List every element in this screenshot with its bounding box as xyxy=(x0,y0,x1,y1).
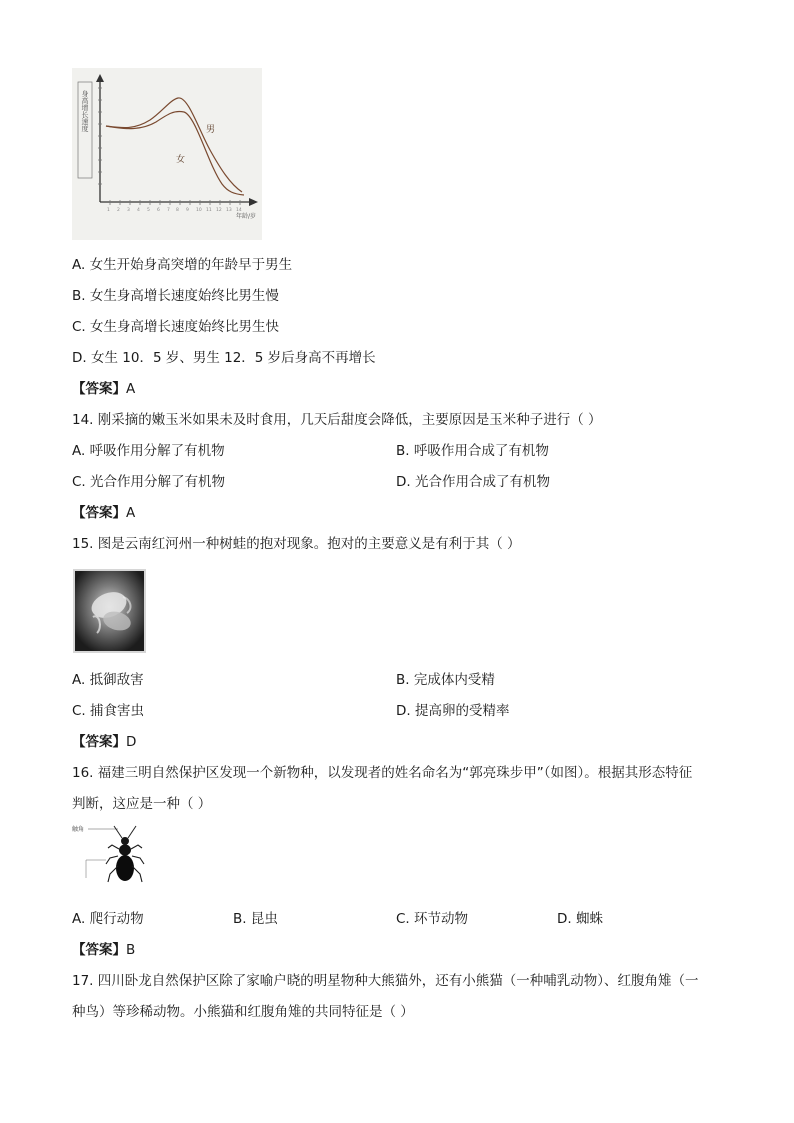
q15-option-c: C. 捕食害虫 xyxy=(72,703,145,719)
svg-text:12: 12 xyxy=(216,208,222,213)
svg-text:10: 10 xyxy=(196,208,202,213)
q14-option-c: C. 光合作用分解了有机物 xyxy=(72,474,226,490)
growth-rate-graph xyxy=(72,68,262,240)
answer-tag: 【答案】 xyxy=(72,505,126,521)
svg-text:14: 14 xyxy=(236,208,242,213)
q16-option-c: C. 环节动物 xyxy=(396,911,469,927)
answer-tag: 【答案】 xyxy=(72,734,126,750)
q14-option-d: D. 光合作用合成了有机物 xyxy=(396,474,550,490)
q13-option-b: B. 女生身高增长速度始终比男生慢 xyxy=(72,288,279,304)
answer-value: A xyxy=(126,381,136,397)
q16-option-d: D. 蜘蛛 xyxy=(557,911,603,927)
answer-tag: 【答案】 xyxy=(72,381,126,397)
answer-value: A xyxy=(126,505,136,521)
svg-text:8: 8 xyxy=(176,208,179,213)
q15-stem: 15. 图是云南红河州一种树蛙的抱对现象。抱对的主要意义是有利于其（ ） xyxy=(72,536,521,552)
q15-option-a: A. 抵御敌害 xyxy=(72,672,144,688)
q14-answer xyxy=(72,504,135,522)
svg-text:13: 13 xyxy=(226,208,232,213)
svg-text:1: 1 xyxy=(107,208,110,213)
antenna-label: 触角 xyxy=(72,826,85,833)
q13-option-c: C. 女生身高增长速度始终比男生快 xyxy=(72,319,280,335)
x-axis-label: 年龄/岁 xyxy=(236,213,257,220)
q16-answer xyxy=(72,941,135,959)
q16-stem-line2: 判断，这应是一种（ ） xyxy=(72,796,212,812)
svg-text:4: 4 xyxy=(137,208,140,213)
tree-frog-photo xyxy=(73,569,146,653)
q13-option-d: D. 女生 10．5 岁、男生 12．5 岁后身高不再增长 xyxy=(72,350,376,366)
answer-value: D xyxy=(126,734,137,750)
girl-label: 女 xyxy=(176,155,186,165)
q16-stem-line1: 16. 福建三明自然保护区发现一个新物种，以发现者的姓名命名为“郭亮珠步甲”（如图）。根据其形态特征 xyxy=(72,765,693,781)
beetle-figure xyxy=(72,824,152,890)
svg-text:7: 7 xyxy=(167,208,170,213)
q13-option-a: A. 女生开始身高突增的年龄早于男生 xyxy=(72,257,293,273)
q14-option-a: A. 呼吸作用分解了有机物 xyxy=(72,443,225,459)
svg-text:2: 2 xyxy=(117,208,120,213)
svg-text:11: 11 xyxy=(206,208,212,213)
q15-answer xyxy=(72,733,136,751)
svg-text:3: 3 xyxy=(127,208,130,213)
svg-text:6: 6 xyxy=(157,208,160,213)
q16-option-a: A. 爬行动物 xyxy=(72,911,144,927)
q14-option-b: B. 呼吸作用合成了有机物 xyxy=(396,443,549,459)
q15-option-d: D. 提高卵的受精率 xyxy=(396,703,510,719)
svg-text:5: 5 xyxy=(147,208,150,213)
boy-label: 男 xyxy=(206,125,216,135)
q17-stem-line2: 种鸟）等珍稀动物。小熊猫和红腹角雉的共同特征是（ ） xyxy=(72,1004,414,1020)
q15-option-b: B. 完成体内受精 xyxy=(396,672,495,688)
q14-stem: 14. 刚采摘的嫩玉米如果未及时食用，几天后甜度会降低，主要原因是玉米种子进行（ ） xyxy=(72,412,602,428)
answer-value: B xyxy=(126,942,136,958)
answer-tag: 【答案】 xyxy=(72,942,126,958)
svg-text:9: 9 xyxy=(186,208,189,213)
q16-option-b: B. 昆虫 xyxy=(233,911,278,927)
y-axis-label: 身高增长速度 xyxy=(81,90,89,132)
q13-answer xyxy=(72,380,135,398)
q17-stem-line1: 17. 四川卧龙自然保护区除了家喻户晓的明星物种大熊猫外，还有小熊猫（一种哺乳动物）、红腹角雉（一 xyxy=(72,973,699,989)
growth-rate-graph-svg xyxy=(72,68,262,240)
